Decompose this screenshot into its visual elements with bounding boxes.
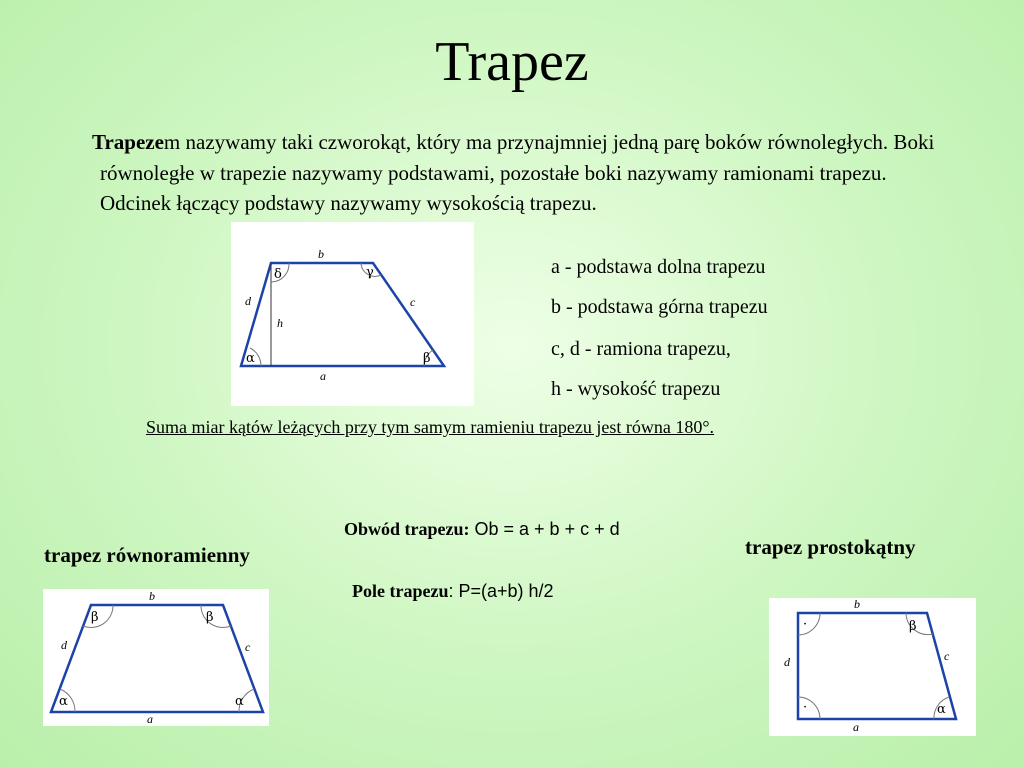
area-value: : P=(a+b) h/2 xyxy=(448,581,554,601)
intro-paragraph xyxy=(92,127,960,219)
iso-label-c: c xyxy=(245,640,251,654)
legend-b: b - podstawa górna trapezu xyxy=(551,296,768,318)
label-b: b xyxy=(318,247,324,261)
rt-arc-bl xyxy=(798,697,820,719)
label-a: a xyxy=(320,369,326,383)
rt-label-a: a xyxy=(853,720,859,734)
isosceles-trapezoid-shape xyxy=(51,605,263,712)
label-h: h xyxy=(277,316,283,330)
iso-label-d: d xyxy=(61,638,67,652)
rt-angle-tl: · xyxy=(803,617,808,632)
rt-label-c: c xyxy=(944,649,950,663)
isosceles-trapezoid-svg xyxy=(43,589,269,726)
iso-label-a: a xyxy=(147,712,153,726)
angle-sum-rule: Suma miar kątów leżących przy tym samym ramieniu trapezu jest równa 180°. xyxy=(146,417,715,437)
rt-arc-tl xyxy=(798,613,820,635)
iso-angle-tl: β xyxy=(91,610,99,625)
perimeter-value: Ob = a + b + c + d xyxy=(469,519,620,539)
label-c: c xyxy=(410,295,416,309)
angle-beta: β xyxy=(423,351,431,366)
perimeter-formula xyxy=(344,519,620,540)
rt-angle-bl: · xyxy=(803,700,808,715)
rt-angle-tr: β xyxy=(909,619,917,634)
right-trapezoid-figure xyxy=(769,598,976,736)
right-trapezoid-shape xyxy=(798,613,956,719)
angle-delta: δ xyxy=(274,267,282,282)
iso-angle-bl: α xyxy=(59,694,68,709)
angle-alpha: α xyxy=(246,351,255,366)
right-trapezoid-svg xyxy=(769,598,976,736)
rt-label-d: d xyxy=(784,655,790,669)
isosceles-trapezoid-figure xyxy=(43,589,269,726)
area-label: Pole trapezu xyxy=(352,581,449,601)
main-trapezoid-figure xyxy=(231,222,474,406)
iso-label-b: b xyxy=(149,589,155,603)
right-trapezoid-caption: trapez prostokątny xyxy=(745,535,916,559)
label-d: d xyxy=(245,294,251,308)
iso-angle-br: α xyxy=(235,694,244,709)
intro-bold-term: Trapeze xyxy=(92,130,164,154)
legend-cd: c, d - ramiona trapezu, xyxy=(551,338,731,360)
intro-text: m nazywamy taki czworokąt, który ma przynajmniej jedną parę boków równoległych. Boki równoległe w trapezie nazywamy podstawami, pozostałe boki nazywamy ramionami trapezu. Odcinek łączący podstawy nazywamy wysokością trapezu. xyxy=(100,130,935,215)
rt-angle-br: α xyxy=(937,702,946,717)
area-formula xyxy=(352,581,554,602)
isosceles-caption: trapez równoramienny xyxy=(44,543,250,567)
legend-a: a - podstawa dolna trapezu xyxy=(551,256,766,278)
main-trapezoid-svg xyxy=(231,222,474,406)
slide-title: Trapez xyxy=(435,31,589,93)
legend-h: h - wysokość trapezu xyxy=(551,378,721,400)
iso-angle-tr: β xyxy=(206,610,214,625)
rt-label-b: b xyxy=(854,598,860,611)
angle-gamma: γ xyxy=(366,265,374,280)
perimeter-label: Obwód trapezu: xyxy=(344,519,470,539)
